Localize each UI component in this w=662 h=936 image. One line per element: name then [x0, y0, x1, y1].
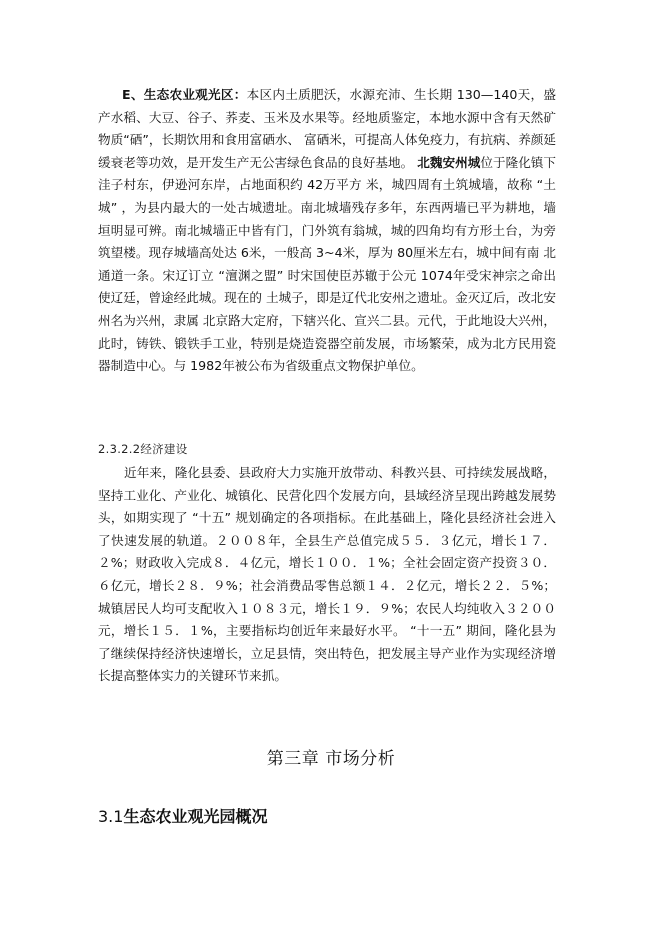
section-number: 3.1 — [98, 807, 124, 826]
section-title — [98, 804, 267, 827]
anzhou-city-text: 位于隆化镇下洼子村东，伊逊河东岸，占地面积约 42万平方 米，城四周有土筑城墙，故称 “土城” ，为县内最大的一处古城遗址。南北城墙残存多年，东西两墙已平为耕地，墙垣明显可辨。南北城墙正中皆有门，门外筑有翁城，城的四角均有方形土台，为旁筑望楼。现存城墙高处达 6米，一般高 3~4米，厚为 80厘米左右，城中间有南 北通道一条。宋辽订立 “澶渊之盟” 时宋国使臣苏辙于公元 1074年受宋神宗之命出使辽廷，曾途经此城。现在的 土城子，即是辽代北安州之遗址。金灭辽后，改北安州名为兴州，隶属 北京路大定府，下辖兴化、宣兴二县。元代，于此地设大兴州，此时，铸铁、锻铁手工业，特别是烧造瓷器空前发展，市场繁荣，成为北方民用瓷器制造中心。与 1982年被公布为省级重点文物保护单位。 — [98, 154, 557, 374]
eco-area-text: 本区内土质肥沃，水源充沛、生长期 130—140天，盛产水稻、大豆、谷子、荞麦、玉米及水果等。经地质鉴定，本地水源中含有天然矿物质“硒”，长期饮用和食用富硒水、 富硒米，可提高人体免疫力，有抗病、养颜延缓衰老等功效，是开发生产无公害绿色食品的良好基地。 — [98, 87, 556, 170]
chapter-title: 第三章 市场分析 — [266, 749, 396, 769]
paragraph-economic-construction: 近年来，隆化县委、县政府大力实施开放带动、科教兴县、可持续发展战略，坚持工业化、产业化、城镇化、民营化四个发展方向，县域经济呈现出跨越发展势头，如期实现了 “十五” 规划确定的各项指标。在此基础上，隆化县经济社会进入了快速发展的轨道。２００８年，全县生产总值完成５５．３亿元，增长１７．２%；财政收入完成８．４亿元，增长１００．１%；全社会固定资产投资３０．６亿元，增长２８．９%；社会消费品零售总额１４．２亿元，增长２２．５%；城镇居民人均可支配收入１０８３元，增长１９．９%；农民人均纯收入３２００元，增长１５．１%，主要指标均创近年来最好水平。 “十一五” 期间，隆化县为了继续保持经济快速增长，立足县情，突出特色，把发展主导产业作为实现经济增长提高整体实力的关键环节来抓。 — [98, 465, 556, 684]
paragraph-eco-agriculture — [98, 84, 556, 378]
eco-area-heading: E、生态农业观光区： — [122, 87, 247, 102]
subsection-heading: 2.3.2.2经济建设 — [98, 442, 188, 456]
anzhou-city-heading: 北魏安州城 — [417, 154, 481, 170]
section-title-text: 生态农业观光园概况 — [123, 807, 268, 826]
